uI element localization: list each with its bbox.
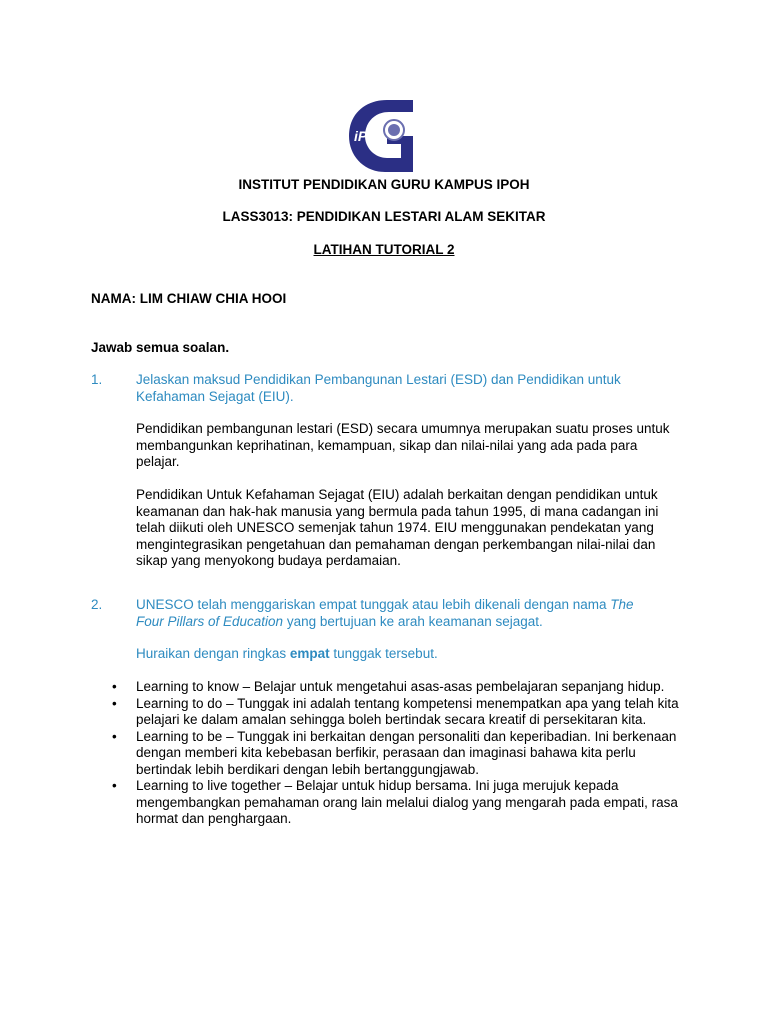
question-2-subinstruction: Huraikan dengan ringkas empat tunggak tersebut. <box>136 646 438 661</box>
logo-text: iPG <box>354 128 379 144</box>
course-title: LASS3013: PENDIDIKAN LESTARI ALAM SEKITAR <box>222 209 546 224</box>
bullet-icon: • <box>112 695 117 711</box>
question-2-text: UNESCO telah menggariskan empat tunggak atau lebih dikenali dengan nama The Four Pillars of Education yang bertujuan ke arah keamanan sejagat. <box>136 597 634 629</box>
list-item: • Learning to know – Belajar untuk mengetahui asas-asas pembelajaran sepanjang hidup. <box>112 679 665 694</box>
question-1-answer-eiu: Pendidikan Untuk Kefahaman Sejagat (EIU) adalah berkaitan dengan pendidikan untuk keamanan dan hak-hak manusia yang bermula pada tahun 1995, di mana cadangan ini telah diikuti oleh UNESCO semenjak tahun 1974. EIU menggunakan pendekatan yang mengintegrasikan pengetahuan dan pemahaman dengan perkembangan nilai-nilai dan sikap yang menyokong budaya perdamaian. <box>136 487 659 568</box>
instruction: Jawab semua soalan. <box>91 340 230 355</box>
bullet-icon: • <box>112 778 117 793</box>
tutorial-title <box>0 242 768 259</box>
question-1-answer-esd: Pendidikan pembangunan lestari (ESD) secara umumnya merupakan suatu proses untuk membangunkan keprihatinan, kemampuan, sikap dan nilai-nilai yang ada pada para pelajar. <box>136 421 670 469</box>
list-item: • Learning to live together – Belajar untuk hidup bersama. Ini juga merujuk kepada mengembangkan pemahaman orang lain melalui dialog yang mengarah pada empati, rasa hormat dan penghargaan. <box>112 778 678 826</box>
list-item: • Learning to be – Tunggak ini berkaitan dengan personaliti dan keperibadian. Ini berkenaan dengan memberi kita kebebasan berfikir, perasaan dan imaginasi bahawa kita perlu bertindak lebih berdikari dengan lebih bertanggungjawab. <box>112 728 677 777</box>
pillars-list <box>112 679 692 828</box>
institute-title: INSTITUT PENDIDIKAN GURU KAMPUS IPOH <box>238 177 530 192</box>
bullet-icon: • <box>112 679 117 694</box>
list-item: • Learning to do – Tunggak ini adalah tentang kompetensi menempatkan apa yang telah kita pelajari ke dalam amalan sehingga boleh bertindak secara kreatif di persekitaran kita. <box>112 695 679 727</box>
ipg-logo-icon <box>349 96 417 172</box>
bullet-icon: • <box>112 728 117 744</box>
question-1-text: Jelaskan maksud Pendidikan Pembangunan Lestari (ESD) dan Pendidikan untuk Kefahaman Sejagat (EIU). <box>136 372 621 404</box>
tutorial-title-text: LATIHAN TUTORIAL 2 <box>313 242 455 257</box>
ipg-logo-graphic <box>349 96 417 172</box>
student-name: NAMA: LIM CHIAW CHIA HOOI <box>91 291 287 306</box>
question-1-number: 1. <box>91 372 103 387</box>
question-2-number: 2. <box>91 597 103 612</box>
